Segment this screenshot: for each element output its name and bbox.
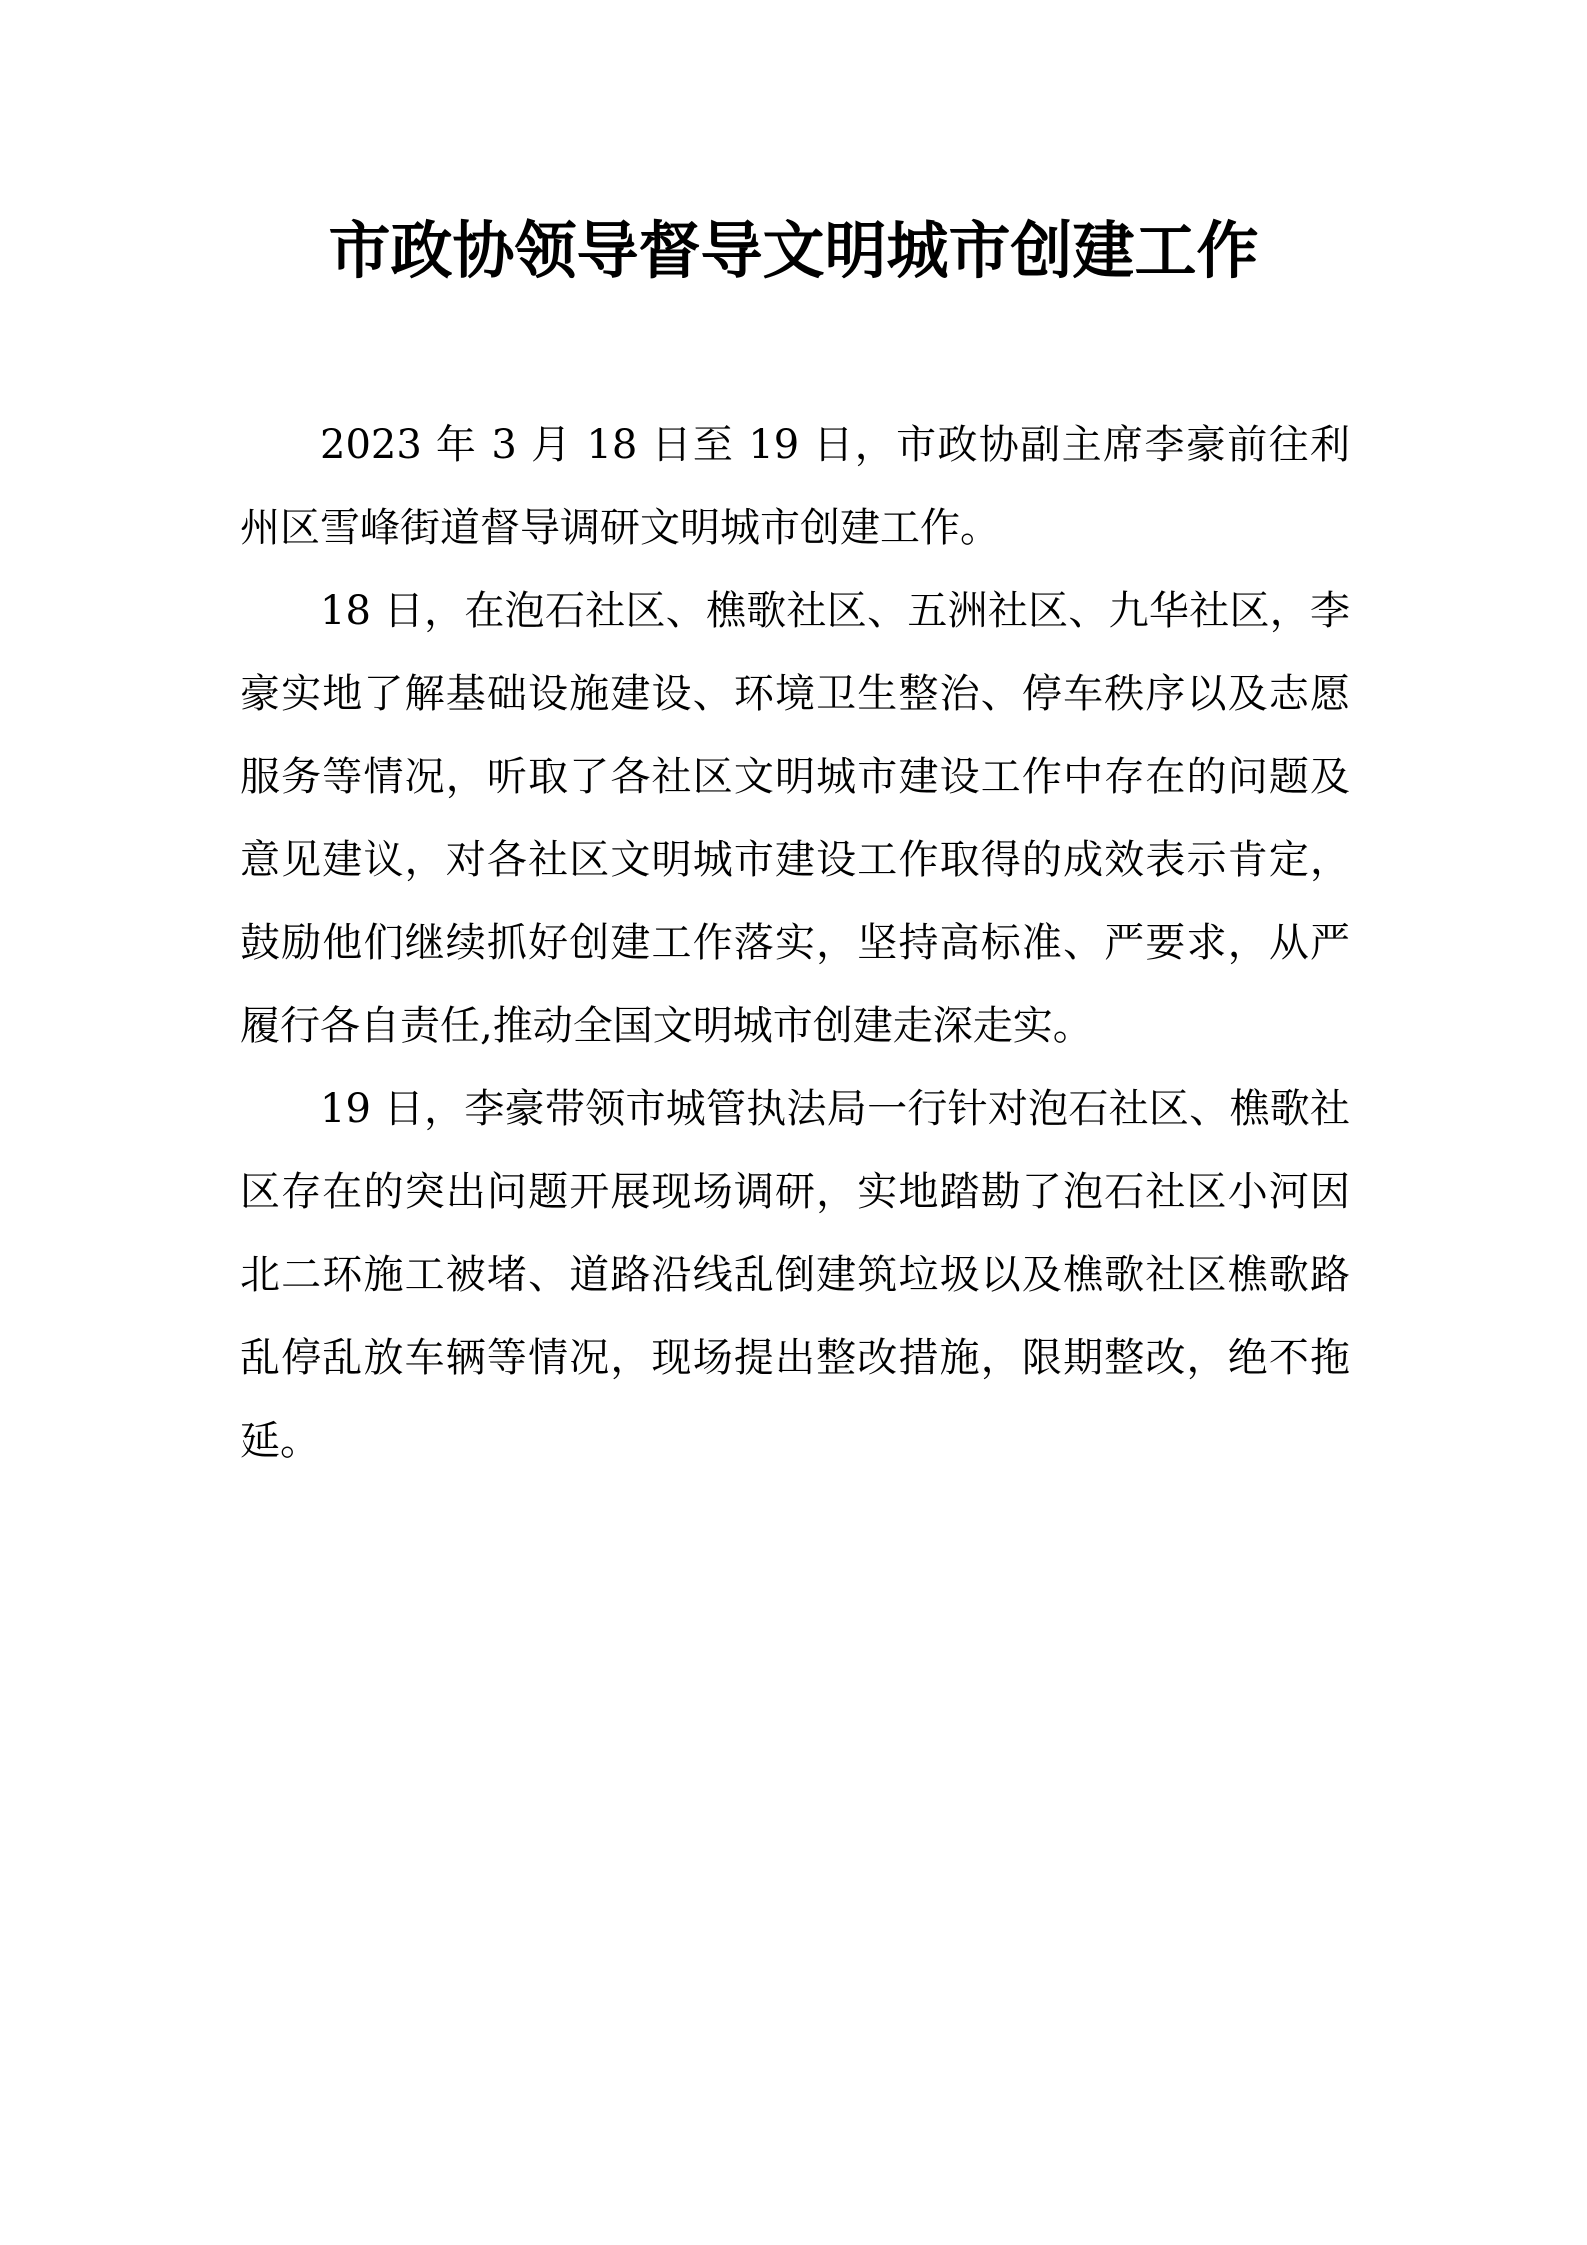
- paragraph-2: 18 日，在泡石社区、樵歌社区、五洲社区、九华社区，李豪实地了解基础设施建设、环境卫生整治、停车秩序以及志愿服务等情况，听取了各社区文明城市建设工作中存在的问题及意见建议，对各社区文明城市建设工作取得的成效表示肯定，鼓励他们继续抓好创建工作落实，坚持高标准、严要求，从严履行各自责任,推动全国文明城市创建走深走实。: [240, 588, 1350, 1049]
- document-body: [240, 404, 1350, 1483]
- paragraph-3: 19 日，李豪带领市城管执法局一行针对泡石社区、樵歌社区存在的突出问题开展现场调研，实地踏勘了泡石社区小河因北二环施工被堵、道路沿线乱倒建筑垃圾以及樵歌社区樵歌路乱停乱放车辆等情况，现场提出整改措施，限期整改，绝不拖延。: [240, 1086, 1350, 1464]
- paragraph-1: 2023 年 3 月 18 日至 19 日，市政协副主席李豪前往利州区雪峰街道督导调研文明城市创建工作。: [240, 422, 1350, 551]
- document-title: 市政协领导督导文明城市创建工作: [328, 214, 1259, 287]
